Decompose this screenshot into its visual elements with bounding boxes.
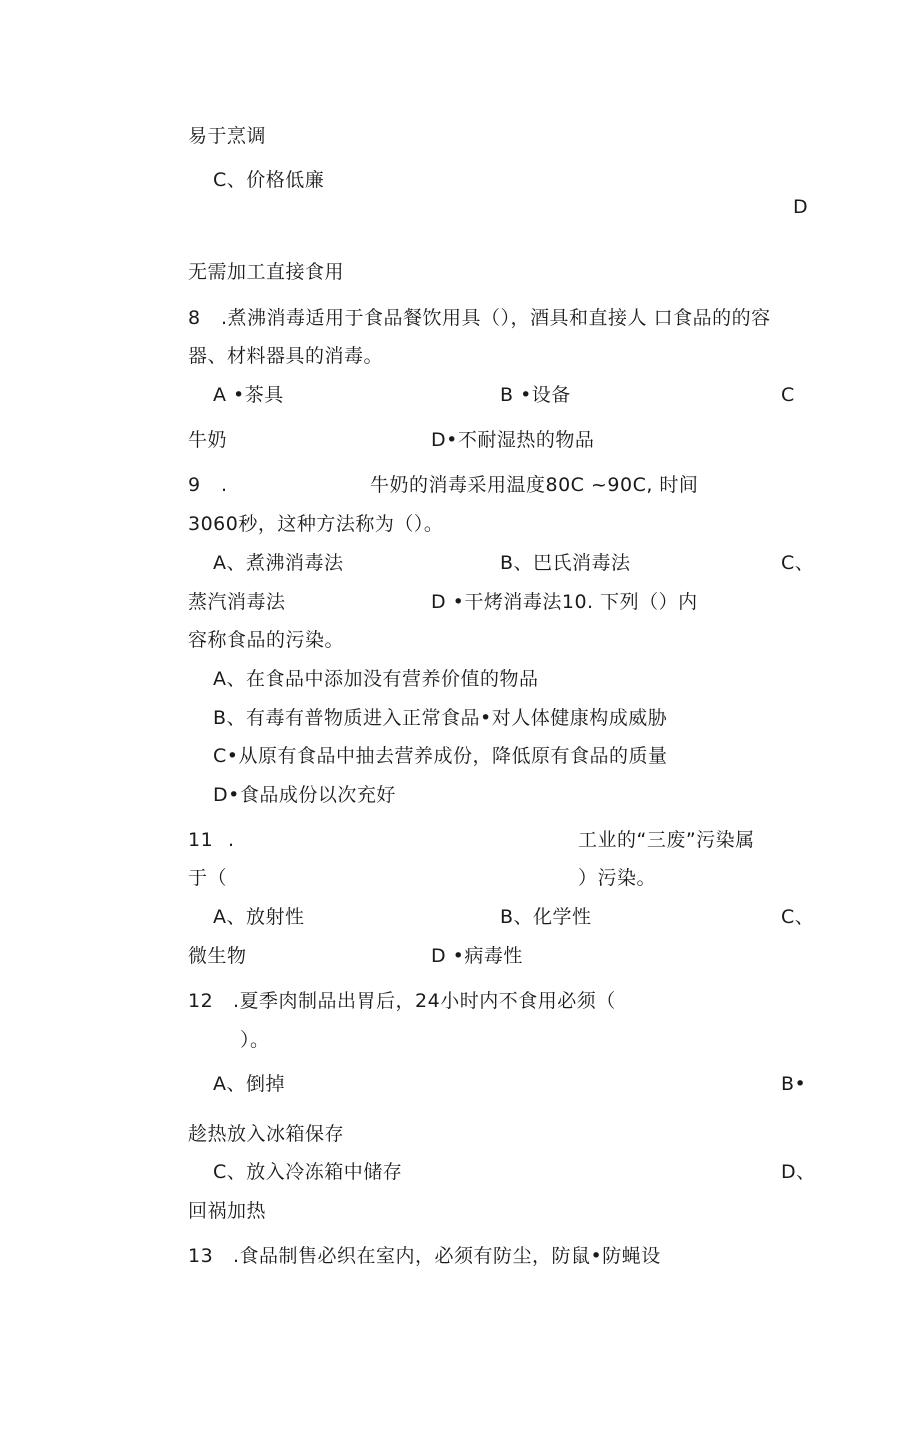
option-a: A、倒掉 <box>213 1073 285 1095</box>
option-a: A、在食品中添加没有营养价值的物品 <box>213 668 539 690</box>
option-c: C、价格低廉 <box>213 169 325 191</box>
question-text: 3060秒，这种方法称为（）。 <box>188 513 444 535</box>
option-c-text: 蒸汽消毒法 <box>188 591 286 613</box>
question-number: 8 <box>188 307 201 329</box>
question-dot: . <box>228 829 235 851</box>
question-text: 于（ <box>188 867 228 889</box>
option-d-text: 回祸加热 <box>188 1200 267 1222</box>
option-b: B •设备 <box>500 384 571 406</box>
question-text: 容称食品的污染。 <box>188 629 345 651</box>
option-d: D•食品成份以次充好 <box>213 784 396 806</box>
option-c-label: C <box>781 384 795 406</box>
option-c-text: 牛奶 <box>188 429 228 451</box>
option-a: A、放射性 <box>213 906 305 928</box>
option-c: C•从原有食品中抽去营养成份，降低原有食品的质量 <box>213 745 668 767</box>
question-text: ）。 <box>240 1029 270 1051</box>
question-dot: . <box>221 474 228 496</box>
option-c-text: 微生物 <box>188 945 247 967</box>
question-text: .食品制售必织在室内，必须有防尘，防鼠•防蝇设 <box>233 1245 661 1267</box>
option-a: A、煮沸消毒法 <box>213 552 344 574</box>
question-text: 牛奶的消毒采用温度80C ~90C, 时间 <box>370 474 699 496</box>
question-number: 9 <box>188 474 201 496</box>
option-b: B、巴氏消毒法 <box>500 552 631 574</box>
question-number: 13 <box>188 1245 214 1267</box>
option-a: A •茶具 <box>213 384 284 406</box>
option-b: B、化学性 <box>500 906 592 928</box>
option-b: B、有毒有普物质进入正常食品•对人体健康构成威胁 <box>213 707 668 729</box>
text-line: 易于烹调 <box>188 125 267 147</box>
option-d: D •干烤消毒法10. 下列（）内 <box>431 591 698 613</box>
question-text: .煮沸消毒适用于食品餐饮用具（），酒具和直接人 口食品的的容 <box>221 307 771 329</box>
option-b-label: B• <box>781 1073 807 1095</box>
question-number: 11 <box>188 829 214 851</box>
option-d-label: D、 <box>781 1161 816 1183</box>
question-text: 器、材料器具的消毒。 <box>188 345 384 367</box>
question-number: 12 <box>188 990 214 1012</box>
option-c-label: C、 <box>781 906 815 928</box>
question-text: 工业的“三废”污染属 <box>578 829 755 851</box>
option-d-label: D <box>793 196 809 218</box>
question-text: ）污染。 <box>578 867 657 889</box>
text-line: 无需加工直接食用 <box>188 261 345 283</box>
question-text: .夏季肉制品出胃后，24小时内不食用必须（ <box>233 990 616 1012</box>
option-c: C、放入冷冻箱中储存 <box>213 1161 403 1183</box>
option-c-label: C、 <box>781 552 815 574</box>
option-d: D•不耐湿热的物品 <box>431 429 595 451</box>
option-b-text: 趁热放入冰箱保存 <box>188 1123 345 1145</box>
option-d: D •病毒性 <box>431 945 523 967</box>
